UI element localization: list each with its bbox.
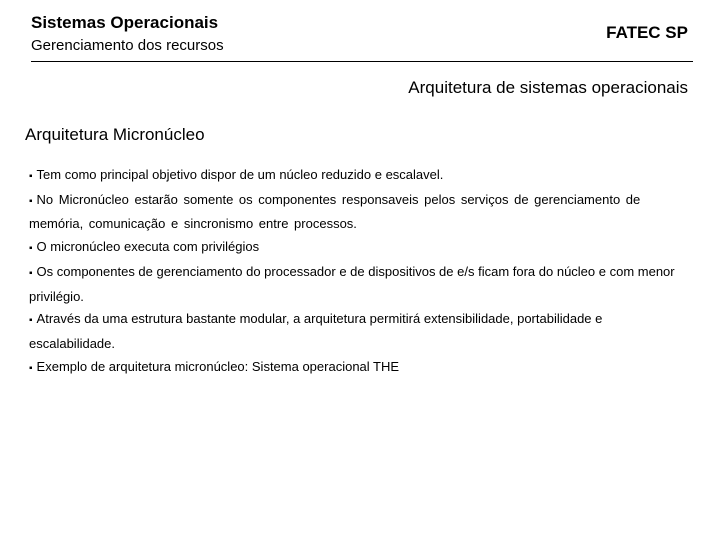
institution-name: FATEC SP [606,23,688,42]
bullet-item [29,308,689,355]
bullet-item [29,164,689,189]
bullet-square-icon: ▪ [29,243,33,255]
course-subtitle: Gerenciamento dos recursos [31,37,224,54]
bullet-item [29,261,689,308]
bullet-item [29,189,689,236]
bullet-text: Exemplo de arquitetura micronúcleo: Sistema operacional THE [36,358,400,374]
bullet-list [29,164,689,380]
header-divider [31,61,693,62]
section-heading: Arquitetura Micronúcleo [25,125,205,144]
bullet-text: Os componentes de gerenciamento do processador e de dispositivos de e/s ficam fora do núcleo e com menor privilégio. [29,263,675,304]
bullet-square-icon: ▪ [29,315,33,327]
bullet-item [29,356,689,381]
bullet-square-icon: ▪ [29,267,33,279]
slide-title: Arquitetura de sistemas operacionais [408,78,688,97]
slide-header-left [31,13,224,55]
bullet-text: Tem como principal objetivo dispor de um núcleo reduzido e escalavel. [36,167,444,182]
bullet-square-icon: ▪ [29,195,33,207]
bullet-item [29,236,689,261]
course-title: Sistemas Operacionais [31,13,219,32]
bullet-text: No Micronúcleo estarão somente os componentes responsaveis pelos serviços de gerenciamento de memória, comunicação e sincronismo entre processos. [29,191,641,232]
bullet-square-icon: ▪ [29,171,33,182]
bullet-square-icon: ▪ [29,362,33,374]
bullet-text: O micronúcleo executa com privilégios [36,239,260,255]
bullet-text: Através da uma estrutura bastante modular, a arquitetura permitirá extensibilidade, portabilidade e escalabilidade. [29,311,603,351]
